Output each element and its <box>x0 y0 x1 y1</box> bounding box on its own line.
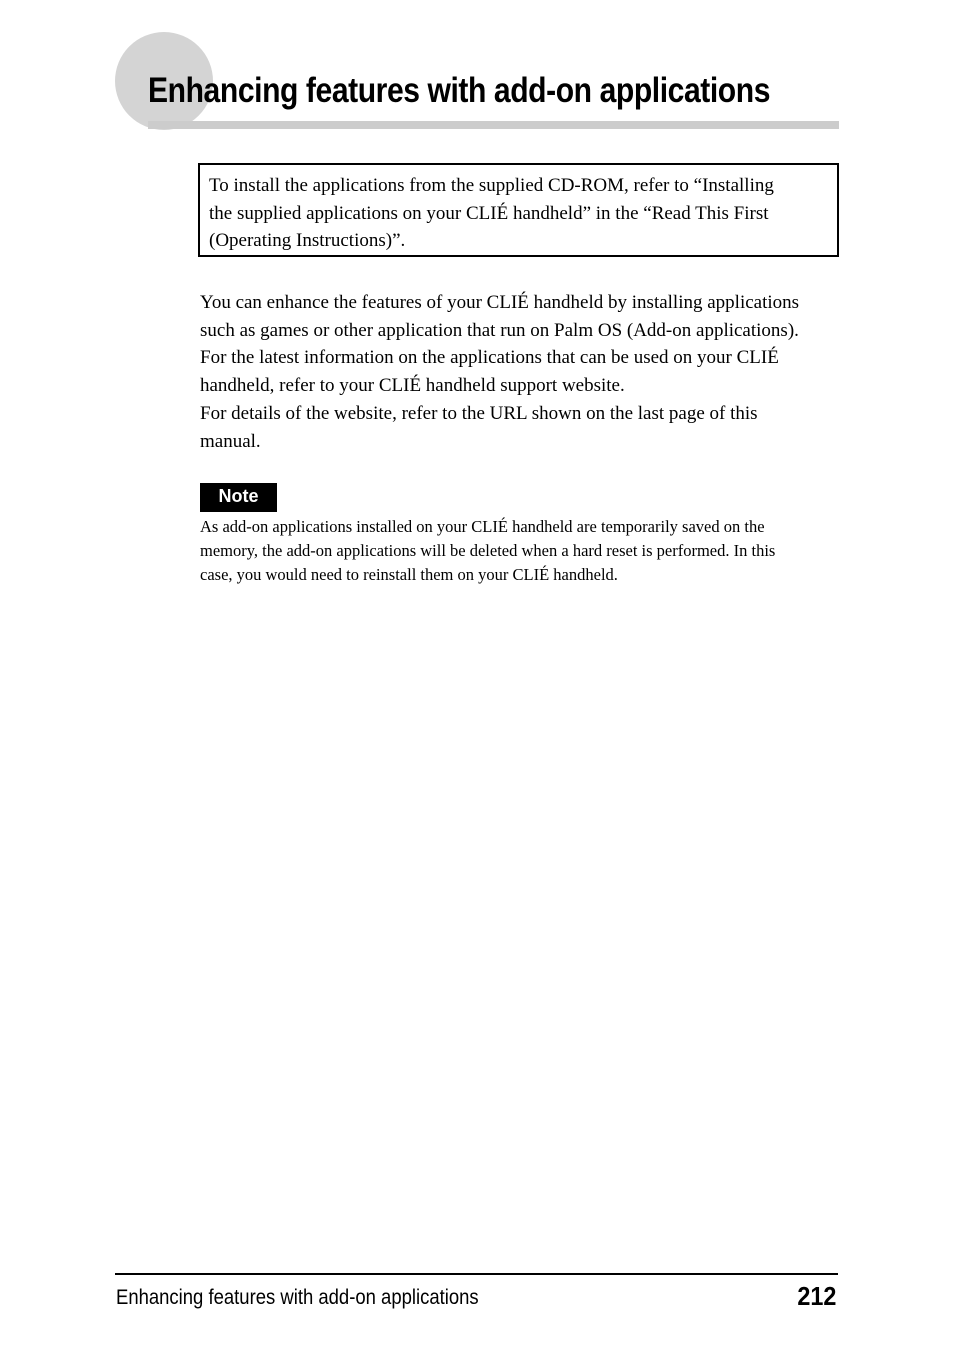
body-line: handheld, refer to your CLIÉ handheld support website. <box>200 374 625 396</box>
install-info-box <box>198 163 839 257</box>
note-line: memory, the add-on applications will be deleted when a hard reset is performed. In this <box>200 541 776 560</box>
body-paragraph-1 <box>200 289 840 399</box>
body-text <box>200 289 840 455</box>
body-line: You can enhance the features of your CLIÉ handheld by installing applications <box>200 292 800 313</box>
install-info-line: (Operating Instructions)”. <box>209 230 406 251</box>
install-info-line: To install the applications from the supplied CD-ROM, refer to “Installing <box>209 175 774 196</box>
install-info-line: the supplied applications on your CLIÉ handheld” in the “Read This First <box>209 202 769 224</box>
note-line: As add-on applications installed on your CLIÉ handheld are temporarily saved on the <box>200 517 765 536</box>
note-line: case, you would need to reinstall them on your CLIÉ handheld. <box>200 565 618 584</box>
body-paragraph-2 <box>200 400 840 455</box>
body-line: manual. <box>200 430 261 452</box>
title-underline-rule <box>148 121 839 129</box>
footer-rule <box>115 1273 838 1275</box>
page-title: Enhancing features with add-on applications <box>148 71 771 110</box>
note-text <box>200 515 840 587</box>
footer-section-title: Enhancing features with add-on applications <box>116 1286 479 1309</box>
body-line: For details of the website, refer to the URL shown on the last page of this <box>200 403 758 424</box>
body-line: such as games or other application that run on Palm OS (Add-on applications). <box>200 319 799 341</box>
note-label: Note <box>200 483 277 512</box>
page-number: 212 <box>796 1281 836 1311</box>
body-line: For the latest information on the applications that can be used on your CLIÉ <box>200 347 779 368</box>
